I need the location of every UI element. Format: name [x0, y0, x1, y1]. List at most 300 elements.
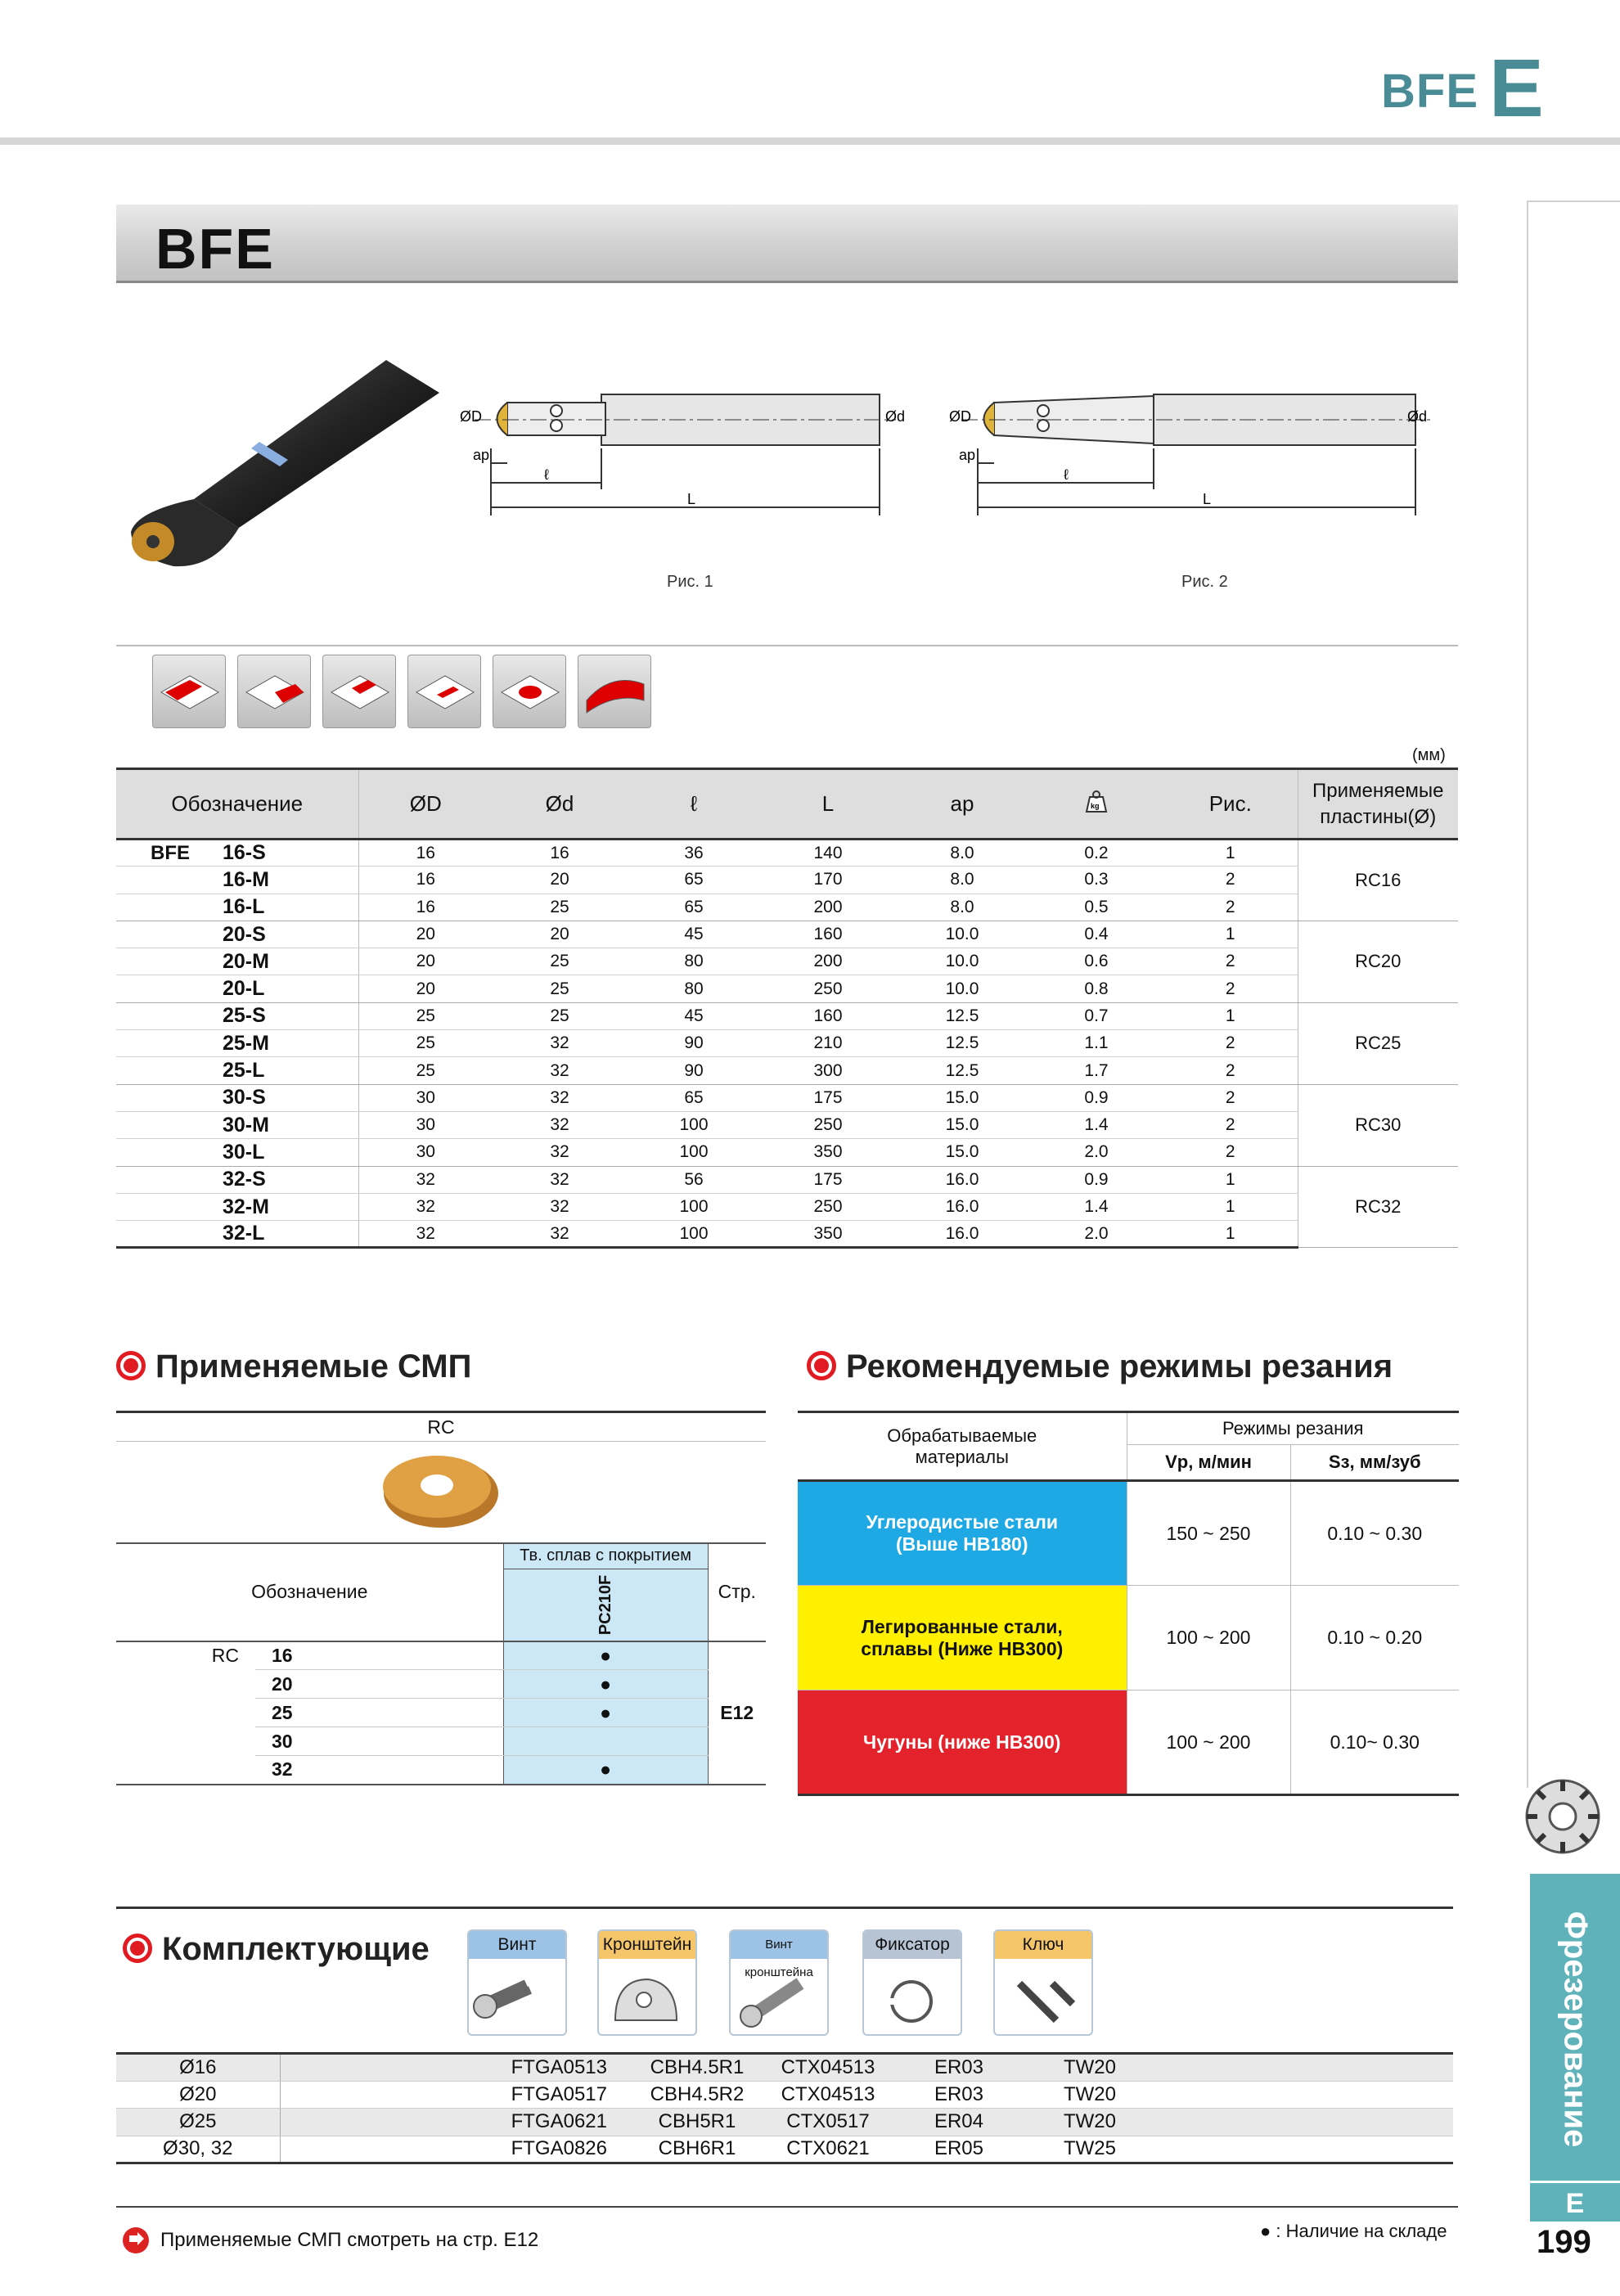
table-row — [116, 1111, 1458, 1138]
table-row — [116, 2109, 1453, 2136]
cell-kg: 0.7 — [1029, 1002, 1163, 1029]
cell-d: 25 — [493, 948, 627, 975]
stock-mark: ● — [503, 1641, 708, 1670]
cell-l: 45 — [627, 1002, 761, 1029]
cell-L: 350 — [761, 1221, 895, 1248]
series-code — [116, 1030, 190, 1057]
vc-cell: 100 ~ 200 — [1127, 1690, 1290, 1795]
cell-l: 100 — [627, 1193, 761, 1220]
cell-L: 250 — [761, 1111, 895, 1138]
dim-D: ØD — [460, 408, 482, 425]
cell-fig: 2 — [1163, 1139, 1298, 1166]
cell-fig: 1 — [1163, 1221, 1298, 1248]
cell-D: 25 — [358, 1057, 493, 1084]
cell-d: 32 — [493, 1084, 627, 1111]
col-D: ØD — [358, 769, 493, 840]
accessory-card — [993, 1929, 1093, 2036]
cell-fig: 1 — [1163, 1193, 1298, 1220]
cell-D: 30 — [358, 1139, 493, 1166]
cell-ap: 16.0 — [895, 1166, 1029, 1193]
section-heading-inserts: Применяемые СМП — [116, 1348, 471, 1385]
series-code — [116, 1139, 190, 1166]
material-cell: Чугуны (ниже HB300) — [798, 1690, 1127, 1795]
cell-l: 65 — [627, 1084, 761, 1111]
profile-milling-icon — [578, 655, 651, 728]
applicable-insert: RC32 — [1298, 1166, 1458, 1248]
cell-fig: 1 — [1163, 1166, 1298, 1193]
applicable-insert: RC30 — [1298, 1084, 1458, 1166]
accessory-cell: CTX04513 — [763, 2081, 893, 2109]
cell-kg: 1.4 — [1029, 1193, 1163, 1220]
table-row — [116, 1221, 1458, 1248]
series-code — [116, 1002, 190, 1029]
cell-d: 32 — [493, 1139, 627, 1166]
cell-L: 200 — [761, 948, 895, 975]
dim-ap: ap — [473, 447, 490, 463]
milling-cutter-icon — [1514, 1772, 1612, 1862]
cell-d: 16 — [493, 840, 627, 867]
cell-fig: 2 — [1163, 1057, 1298, 1084]
table-row — [798, 1586, 1459, 1690]
table-row — [116, 1084, 1458, 1111]
cell-ap: 16.0 — [895, 1193, 1029, 1220]
accessory-cell: ER03 — [893, 2081, 1024, 2109]
accessory-cell: FTGA0513 — [280, 2054, 632, 2082]
table-row — [116, 840, 1458, 867]
cell-D: 25 — [358, 1002, 493, 1029]
insert-size: 32 — [255, 1756, 503, 1785]
cell-fig: 2 — [1163, 1084, 1298, 1111]
tool-designation: 30-M — [190, 1111, 358, 1138]
accessory-cell: CTX0517 — [763, 2109, 893, 2136]
cell-D: 20 — [358, 921, 493, 948]
tool-designation: 16-S — [190, 840, 358, 867]
col-weight — [1029, 769, 1163, 840]
cell-kg: 1.1 — [1029, 1030, 1163, 1057]
accessory-label: Фиксатор — [864, 1931, 961, 1959]
stock-mark — [503, 1727, 708, 1756]
col-L: L — [761, 769, 895, 840]
accessory-cell: ER03 — [893, 2054, 1024, 2082]
bullet-icon — [807, 1351, 836, 1380]
insert-size: 20 — [255, 1670, 503, 1699]
cell-fig: 1 — [1163, 1002, 1298, 1029]
cell-l: 100 — [627, 1139, 761, 1166]
accessory-label: Винт кронштейна — [731, 1931, 827, 1959]
cell-kg: 0.8 — [1029, 975, 1163, 1002]
insert-size: 30 — [255, 1727, 503, 1756]
cell-L: 300 — [761, 1057, 895, 1084]
cell-l: 100 — [627, 1221, 761, 1248]
accessory-cell: TW20 — [1024, 2081, 1155, 2109]
dim-ap: ap — [959, 447, 976, 463]
cell-l: 90 — [627, 1057, 761, 1084]
cell-D: 20 — [358, 948, 493, 975]
cell-kg: 0.5 — [1029, 894, 1163, 921]
accessory-label: Кронштейн — [599, 1931, 695, 1959]
accessory-label: Ключ — [995, 1931, 1091, 1959]
cell-d: 25 — [493, 894, 627, 921]
cell-L: 350 — [761, 1139, 895, 1166]
series-code — [116, 1221, 190, 1248]
cell-L: 160 — [761, 921, 895, 948]
accessory-cell: FTGA0826 — [280, 2136, 632, 2163]
cell-L: 160 — [761, 1002, 895, 1029]
cell-L: 170 — [761, 867, 895, 894]
stock-mark: ● — [503, 1670, 708, 1699]
table-row — [116, 894, 1458, 921]
section-tab-milling[interactable]: Фрезерование — [1530, 1874, 1620, 2185]
accessory-cell: CBH4.5R1 — [632, 2054, 763, 2082]
cell-ap: 10.0 — [895, 921, 1029, 948]
accessory-card — [862, 1929, 962, 2036]
cell-fig: 2 — [1163, 1111, 1298, 1138]
drawing-fig1 — [458, 385, 906, 524]
cell-fig: 1 — [1163, 921, 1298, 948]
cell-D: 32 — [358, 1166, 493, 1193]
cell-D: 16 — [358, 894, 493, 921]
col-fig: Рис. — [1163, 769, 1298, 840]
bullet-icon — [123, 1934, 152, 1963]
accessory-icon — [864, 1959, 961, 2034]
cell-L: 140 — [761, 840, 895, 867]
insert-prefix — [116, 1670, 255, 1699]
series-code — [116, 948, 190, 975]
drawing-fig2 — [949, 385, 1440, 524]
units-label: (мм) — [1412, 746, 1446, 764]
insert-type: RC — [116, 1412, 766, 1442]
cell-ap: 15.0 — [895, 1139, 1029, 1166]
cell-kg: 0.2 — [1029, 840, 1163, 867]
table-row — [116, 1030, 1458, 1057]
cell-l: 100 — [627, 1111, 761, 1138]
cell-fig: 2 — [1163, 1030, 1298, 1057]
reference-icon — [119, 2224, 152, 2257]
col-designation: Обозначение — [116, 769, 358, 840]
cell-D: 30 — [358, 1111, 493, 1138]
vc-cell: 150 ~ 250 — [1127, 1481, 1290, 1586]
series-code: BFE — [116, 840, 190, 867]
section-heading-cutting: Рекомендуемые режимы резания — [807, 1348, 1393, 1385]
section-tab-letter: E — [1530, 2181, 1620, 2222]
accessory-cell: CTX04513 — [763, 2054, 893, 2082]
header-code: BFE — [1381, 65, 1478, 118]
cell-kg: 0.9 — [1029, 1166, 1163, 1193]
cell-fig: 2 — [1163, 948, 1298, 975]
accessory-card — [597, 1929, 697, 2036]
side-frame — [1527, 200, 1620, 1788]
col-material: Обрабатываемые материалы — [798, 1412, 1127, 1481]
slot-milling-icon — [322, 655, 396, 728]
cell-ap: 15.0 — [895, 1084, 1029, 1111]
tool-designation: 20-L — [190, 975, 358, 1002]
cell-d: 32 — [493, 1057, 627, 1084]
series-code — [116, 1084, 190, 1111]
table-row — [116, 2081, 1453, 2109]
tool-designation: 32-L — [190, 1221, 358, 1248]
insert-prefix — [116, 1727, 255, 1756]
table-row — [116, 1193, 1458, 1220]
cell-D: 20 — [358, 975, 493, 1002]
table-row — [116, 1002, 1458, 1029]
col-vc: Vp, м/мин — [1127, 1445, 1290, 1481]
col-d: Ød — [493, 769, 627, 840]
series-code — [116, 1166, 190, 1193]
dim-D: ØD — [949, 408, 971, 425]
cell-fig: 2 — [1163, 867, 1298, 894]
divider — [116, 645, 1458, 646]
table-row — [116, 1756, 766, 1785]
cell-L: 250 — [761, 975, 895, 1002]
applicable-insert: RC25 — [1298, 1002, 1458, 1084]
series-code — [116, 867, 190, 894]
insert-size: 25 — [255, 1699, 503, 1727]
accessory-cell: CBH5R1 — [632, 2109, 763, 2136]
cell-kg: 0.9 — [1029, 1084, 1163, 1111]
cell-D: 25 — [358, 1030, 493, 1057]
accessory-label: Винт — [469, 1931, 565, 1959]
cell-ap: 16.0 — [895, 1221, 1029, 1248]
accessory-cell: Ø20 — [116, 2081, 280, 2109]
insert-page: E12 — [708, 1641, 766, 1785]
applicable-insert: RC16 — [1298, 840, 1458, 921]
cell-l: 80 — [627, 948, 761, 975]
accessory-cell: TW20 — [1024, 2054, 1155, 2082]
applicable-insert: RC20 — [1298, 921, 1458, 1002]
col-grade-group: Тв. сплав с покрытием — [503, 1543, 708, 1569]
insert-prefix — [116, 1756, 255, 1785]
tool-designation: 32-S — [190, 1166, 358, 1193]
table-row — [116, 1057, 1458, 1084]
accessory-cell: TW20 — [1024, 2109, 1155, 2136]
cell-ap: 12.5 — [895, 1057, 1029, 1084]
col-inserts: Применяемые пластины(Ø) — [1298, 769, 1458, 840]
cell-l: 90 — [627, 1030, 761, 1057]
page-number: 199 — [1537, 2224, 1591, 2260]
cell-l: 65 — [627, 867, 761, 894]
fig2-caption: Рис. 2 — [1181, 573, 1228, 591]
cell-ap: 10.0 — [895, 948, 1029, 975]
series-code — [116, 1111, 190, 1138]
stock-mark: ● — [503, 1699, 708, 1727]
cell-ap: 10.0 — [895, 975, 1029, 1002]
accessory-cell: TW25 — [1024, 2136, 1155, 2163]
footer-note: Применяемые СМП смотреть на стр. E12 — [119, 2224, 538, 2257]
fz-cell: 0.10~ 0.30 — [1290, 1690, 1459, 1795]
dim-d: Ød — [1407, 408, 1428, 425]
face-milling-icon — [237, 655, 311, 728]
cell-l: 45 — [627, 921, 761, 948]
pocket-milling-icon — [407, 655, 481, 728]
col-modes: Режимы резания — [1127, 1412, 1459, 1445]
cell-fig: 2 — [1163, 894, 1298, 921]
accessory-card — [467, 1929, 567, 2036]
col-page: Стр. — [708, 1543, 766, 1641]
cell-ap: 15.0 — [895, 1111, 1029, 1138]
accessory-cell: ER04 — [893, 2109, 1024, 2136]
series-code — [116, 894, 190, 921]
header-letter: E — [1489, 43, 1544, 134]
cell-L: 210 — [761, 1030, 895, 1057]
cell-kg: 2.0 — [1029, 1221, 1163, 1248]
cell-d: 20 — [493, 867, 627, 894]
series-code — [116, 1193, 190, 1220]
tool-designation: 20-S — [190, 921, 358, 948]
page-title: BFE — [155, 217, 275, 281]
table-row — [116, 1699, 766, 1727]
cell-L: 200 — [761, 894, 895, 921]
table-row — [116, 2054, 1453, 2082]
accessory-cell: CBH6R1 — [632, 2136, 763, 2163]
cell-ap: 8.0 — [895, 894, 1029, 921]
series-code — [116, 975, 190, 1002]
insert-prefix — [116, 1699, 255, 1727]
dim-d: Ød — [885, 408, 906, 425]
accessory-cell: FTGA0621 — [280, 2109, 632, 2136]
tool-designation: 20-M — [190, 948, 358, 975]
accessory-card — [729, 1929, 829, 2036]
stock-legend: ● : Наличие на складе — [1260, 2221, 1447, 2241]
dim-L: L — [1203, 491, 1212, 507]
insert-prefix: RC — [211, 1645, 239, 1666]
footer-rule — [116, 2206, 1458, 2208]
cell-d: 32 — [493, 1030, 627, 1057]
cell-kg: 0.3 — [1029, 867, 1163, 894]
grade-PC210F: PC210F — [596, 1574, 614, 1635]
tool-designation: 16-M — [190, 867, 358, 894]
cell-ap: 12.5 — [895, 1002, 1029, 1029]
cell-kg: 1.4 — [1029, 1111, 1163, 1138]
accessories-table — [116, 2052, 1453, 2164]
dim-l: ℓ — [1064, 466, 1069, 483]
cell-L: 175 — [761, 1084, 895, 1111]
accessory-icon — [995, 1959, 1091, 2034]
stock-mark: ● — [503, 1756, 708, 1785]
cell-L: 175 — [761, 1166, 895, 1193]
cell-d: 32 — [493, 1111, 627, 1138]
table-row — [798, 1690, 1459, 1795]
table-row — [116, 975, 1458, 1002]
cell-d: 32 — [493, 1221, 627, 1248]
header-rule — [0, 137, 1620, 145]
plunge-milling-icon — [493, 655, 566, 728]
col-l: ℓ — [627, 769, 761, 840]
cutting-table — [798, 1411, 1459, 1796]
section-heading-accessories: Комплектующие — [123, 1931, 430, 1968]
tool-designation: 25-L — [190, 1057, 358, 1084]
table-row — [116, 1670, 766, 1699]
accessory-cell: Ø30, 32 — [116, 2136, 280, 2163]
cell-ap: 8.0 — [895, 867, 1029, 894]
fz-cell: 0.10 ~ 0.20 — [1290, 1586, 1459, 1690]
accessory-icon — [469, 1959, 565, 2034]
application-icons — [152, 655, 651, 728]
dim-L: L — [687, 491, 696, 507]
insert-table — [116, 1411, 766, 1785]
material-cell: Легированные стали, сплавы (Ниже HB300) — [798, 1586, 1127, 1690]
cell-kg: 0.4 — [1029, 921, 1163, 948]
col-designation: Обозначение — [116, 1543, 503, 1641]
table-row — [798, 1481, 1459, 1586]
accessory-icon — [731, 1959, 827, 2034]
rc-insert-icon — [371, 1444, 511, 1534]
table-row — [116, 948, 1458, 975]
cell-D: 32 — [358, 1221, 493, 1248]
table-row — [116, 1139, 1458, 1166]
accessory-cell: CBH4.5R2 — [632, 2081, 763, 2109]
cell-kg: 2.0 — [1029, 1139, 1163, 1166]
cell-ap: 8.0 — [895, 840, 1029, 867]
accessory-cell: FTGA0517 — [280, 2081, 632, 2109]
dim-l: ℓ — [544, 466, 549, 483]
cell-kg: 0.6 — [1029, 948, 1163, 975]
table-row — [116, 921, 1458, 948]
cell-l: 80 — [627, 975, 761, 1002]
weight-icon — [1080, 789, 1113, 813]
accessory-cell: Ø25 — [116, 2109, 280, 2136]
tool-designation: 25-M — [190, 1030, 358, 1057]
tool-designation: 16-L — [190, 894, 358, 921]
table-row — [116, 1727, 766, 1756]
vc-cell: 100 ~ 200 — [1127, 1586, 1290, 1690]
series-code — [116, 1057, 190, 1084]
table-row — [116, 1166, 1458, 1193]
material-cell: Углеродистые стали (Выше HB180) — [798, 1481, 1127, 1586]
cell-d: 32 — [493, 1193, 627, 1220]
cell-d: 32 — [493, 1166, 627, 1193]
table-row — [116, 867, 1458, 894]
bullet-icon — [116, 1351, 146, 1380]
svg-text:kg: kg — [1091, 802, 1100, 810]
cell-l: 56 — [627, 1166, 761, 1193]
table-row — [116, 1641, 766, 1670]
col-fz: Sз, мм/зуб — [1290, 1445, 1459, 1481]
cell-L: 250 — [761, 1193, 895, 1220]
series-code — [116, 921, 190, 948]
fz-cell: 0.10 ~ 0.30 — [1290, 1481, 1459, 1586]
tool-spec-table — [116, 768, 1458, 1249]
accessory-cell: ER05 — [893, 2136, 1024, 2163]
col-ap: ap — [895, 769, 1029, 840]
cell-l: 36 — [627, 840, 761, 867]
cell-kg: 1.7 — [1029, 1057, 1163, 1084]
insert-size: 16 — [255, 1641, 503, 1670]
cell-fig: 2 — [1163, 975, 1298, 1002]
cell-D: 32 — [358, 1193, 493, 1220]
cell-ap: 12.5 — [895, 1030, 1029, 1057]
cell-d: 25 — [493, 975, 627, 1002]
cell-d: 20 — [493, 921, 627, 948]
accessories-rule — [116, 1907, 1453, 1909]
tool-designation: 30-L — [190, 1139, 358, 1166]
accessory-icon — [599, 1959, 695, 2034]
cell-fig: 1 — [1163, 840, 1298, 867]
page-title-band — [116, 205, 1458, 283]
accessory-cell: CTX0621 — [763, 2136, 893, 2163]
cell-l: 65 — [627, 894, 761, 921]
tool-designation: 25-S — [190, 1002, 358, 1029]
cell-D: 16 — [358, 840, 493, 867]
fig1-caption: Рис. 1 — [667, 573, 713, 591]
tool-designation: 30-S — [190, 1084, 358, 1111]
tool-photo — [116, 352, 452, 581]
cell-D: 30 — [358, 1084, 493, 1111]
cell-D: 16 — [358, 867, 493, 894]
tool-designation: 32-M — [190, 1193, 358, 1220]
cell-d: 25 — [493, 1002, 627, 1029]
table-row — [116, 2136, 1453, 2163]
shoulder-milling-icon — [152, 655, 226, 728]
